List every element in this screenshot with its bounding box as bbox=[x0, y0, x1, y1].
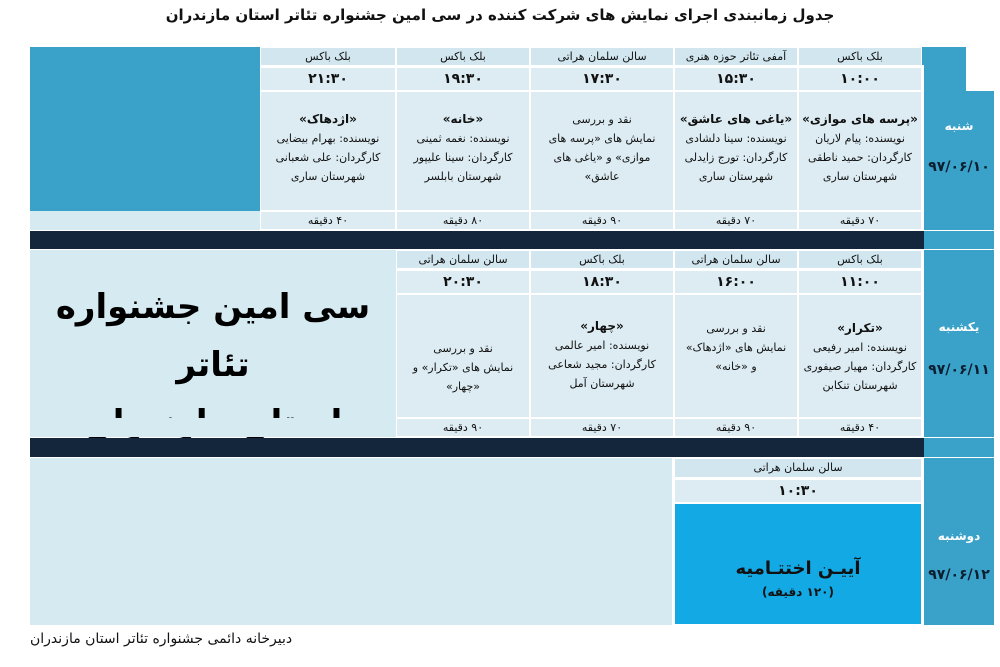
review-line: موازی» و «یاغی های bbox=[553, 151, 651, 164]
day-cell-saturday bbox=[924, 91, 994, 211]
show-director: کارگردان: مهیار صیفوری bbox=[803, 360, 917, 373]
venue-header: بلک باکس bbox=[396, 47, 530, 66]
duration-cell: ۹۰ دقیقه bbox=[530, 211, 674, 230]
show-cell bbox=[798, 91, 922, 211]
show-director: کارگردان: سینا علیپور bbox=[413, 151, 513, 164]
day-column-fill bbox=[924, 250, 994, 294]
venue-header: سالن سلمان هراتی bbox=[530, 47, 674, 66]
venue-header: آمفی تئاتر حوزه هنری bbox=[674, 47, 798, 66]
duration-cell: ۸۰ دقیقه bbox=[396, 211, 530, 230]
time-cell: ۱۹:۳۰ bbox=[396, 67, 530, 91]
time-cell: ۱۸:۳۰ bbox=[530, 270, 674, 294]
duration-row-fill bbox=[30, 418, 396, 437]
show-title: «پرسه های موازی» bbox=[802, 112, 918, 126]
duration-cell: ۴۰ دقیقه bbox=[798, 418, 922, 437]
time-cell: ۱۰:۳۰ bbox=[674, 479, 922, 503]
show-writer: نویسنده: امیر رفیعی bbox=[813, 341, 907, 354]
show-title: «اژدهاک» bbox=[299, 112, 357, 126]
day-column-fill bbox=[924, 458, 994, 503]
day-cell-monday bbox=[924, 503, 994, 625]
show-title: «چهار» bbox=[580, 319, 624, 333]
venue-header: بلک باکس bbox=[798, 250, 922, 269]
review-cell bbox=[674, 294, 798, 418]
show-title: «خانه» bbox=[442, 112, 484, 126]
review-cell bbox=[396, 294, 530, 418]
show-director: کارگردان: تورج زایدلی bbox=[684, 151, 788, 164]
footer-text: دبیرخانه دائمی جشنواره تئاتر استان مازندران bbox=[30, 631, 293, 647]
time-cell: ۱۰:۰۰ bbox=[798, 67, 922, 91]
show-city: شهرستان ساری bbox=[822, 170, 898, 183]
day-column-fill bbox=[924, 211, 994, 230]
show-city: شهرستان آمل bbox=[569, 377, 635, 390]
page-title: جدول زمانبندی اجرای نمایش های شرکت کننده در سی امین جشنواره تئاتر استان مازندران bbox=[165, 6, 835, 24]
review-line: نمایش های «اژدهاک» bbox=[685, 341, 787, 354]
show-city: شهرستان بابلسر bbox=[424, 170, 502, 183]
show-writer: نویسنده: پیام لاریان bbox=[815, 132, 905, 145]
show-cell bbox=[530, 294, 674, 418]
festival-banner bbox=[30, 250, 396, 418]
day-date: ۹۷/۰۶/۱۱ bbox=[928, 362, 990, 378]
show-director: کارگردان: حمید ناطقی bbox=[807, 151, 913, 164]
show-cell bbox=[798, 294, 922, 418]
duration-cell: ۹۰ دقیقه bbox=[674, 418, 798, 437]
venue-header: سالن سلمان هراتی bbox=[674, 458, 922, 478]
show-title: «تکرار» bbox=[837, 321, 883, 335]
day-column-fill bbox=[924, 231, 994, 249]
day-column-top bbox=[924, 47, 966, 91]
day-name: یکشنبه bbox=[938, 320, 980, 334]
show-director: کارگردان: علی شعبانی bbox=[275, 151, 381, 164]
duration-cell: ۴۰ دقیقه bbox=[260, 211, 396, 230]
venue-header: سالن سلمان هراتی bbox=[396, 250, 530, 269]
time-cell: ۱۵:۳۰ bbox=[674, 67, 798, 91]
festival-name-line1: سی امین جشنواره تئاتر bbox=[55, 287, 371, 385]
review-line: نقد و بررسی bbox=[572, 113, 632, 126]
show-city: شهرستان ساری bbox=[290, 170, 366, 183]
show-cell bbox=[396, 91, 530, 211]
review-line: نقد و بررسی bbox=[433, 342, 493, 355]
time-cell: ۲۰:۳۰ bbox=[396, 270, 530, 294]
venue-header: سالن سلمان هراتی bbox=[674, 250, 798, 269]
day-date: ۹۷/۰۶/۱۲ bbox=[928, 567, 990, 583]
closing-duration: (۱۲۰ دقیقه) bbox=[762, 585, 834, 599]
monday-empty-area bbox=[30, 458, 672, 625]
day-column-fill bbox=[924, 438, 994, 457]
review-line: عاشق» bbox=[584, 170, 620, 183]
time-cell: ۲۱:۳۰ bbox=[260, 67, 396, 91]
show-city: شهرستان ساری bbox=[698, 170, 774, 183]
review-line: نمایش های «پرسه های bbox=[548, 132, 656, 145]
review-line: و «خانه» bbox=[715, 360, 757, 373]
time-cell: ۱۶:۰۰ bbox=[674, 270, 798, 294]
duration-cell: ۹۰ دقیقه bbox=[396, 418, 530, 437]
show-cell bbox=[260, 91, 396, 211]
duration-cell: ۷۰ دقیقه bbox=[674, 211, 798, 230]
closing-ceremony-cell bbox=[674, 503, 922, 625]
show-title: «یاغی های عاشق» bbox=[679, 112, 793, 126]
review-line: نمایش های «تکرار» و bbox=[412, 361, 514, 374]
review-line: نقد و بررسی bbox=[706, 322, 766, 335]
venue-header: بلک باکس bbox=[798, 47, 922, 66]
row-separator bbox=[30, 231, 924, 249]
duration-row-fill bbox=[30, 211, 260, 230]
venue-header: بلک باکس bbox=[260, 47, 396, 66]
day-cell-sunday bbox=[924, 294, 994, 418]
duration-cell: ۷۰ دقیقه bbox=[530, 418, 674, 437]
duration-cell: ۷۰ دقیقه bbox=[798, 211, 922, 230]
show-writer: نویسنده: بهرام بیضایی bbox=[276, 132, 380, 145]
show-city: شهرستان تنکابن bbox=[822, 379, 898, 392]
show-writer: نویسنده: نغمه ثمینی bbox=[416, 132, 510, 145]
review-line: «چهار» bbox=[446, 380, 480, 393]
show-writer: نویسنده: امیر عالمی bbox=[554, 339, 650, 352]
day-column-fill bbox=[924, 418, 994, 437]
day-date: ۹۷/۰۶/۱۰ bbox=[928, 159, 990, 175]
show-director: کارگردان: مجید شعاعی bbox=[548, 358, 656, 371]
venue-header: بلک باکس bbox=[530, 250, 674, 269]
show-cell bbox=[674, 91, 798, 211]
saturday-left-panel bbox=[30, 47, 260, 213]
day-name: شنبه bbox=[944, 119, 974, 133]
row-separator bbox=[30, 438, 924, 457]
review-cell bbox=[530, 91, 674, 211]
time-cell: ۱۱:۰۰ bbox=[798, 270, 922, 294]
show-writer: نویسنده: سینا دلشادی bbox=[685, 132, 787, 145]
day-name: دوشنبه bbox=[937, 529, 981, 543]
closing-title: آییـن اختتـامیه bbox=[735, 558, 861, 579]
time-cell: ۱۷:۳۰ bbox=[530, 67, 674, 91]
